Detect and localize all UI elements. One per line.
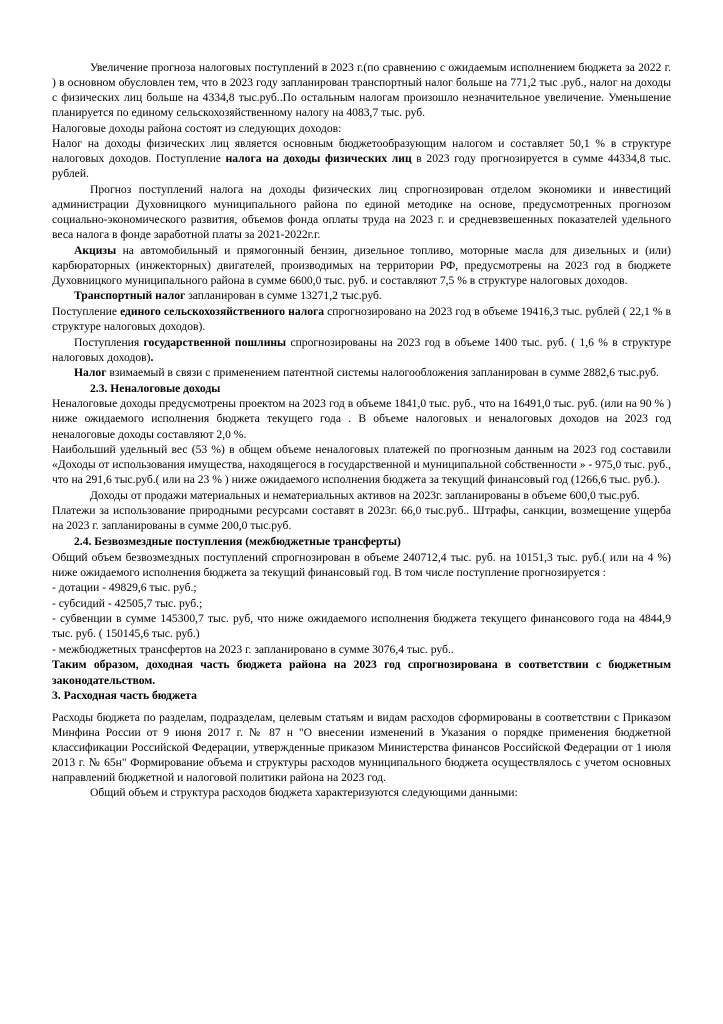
emphasis-text: . <box>150 350 154 364</box>
section-heading <box>52 534 671 549</box>
text-run: Налог на доходы физических лиц является основным бюджетообразующим налогом и составляет 50,1 % в структуре налоговых доходов. Поступление <box>52 137 671 166</box>
section-heading <box>52 688 671 703</box>
body-paragraph <box>52 182 671 242</box>
body-paragraph <box>52 396 671 441</box>
text-run: Налоговые доходы района состоят из следующих доходов: <box>52 121 342 135</box>
text-run: - дотации - 49829,6 тыс. руб.; <box>52 581 197 595</box>
emphasis-text: налога на доходы физических лиц <box>225 152 412 166</box>
text-run: Увеличение прогноза налоговых поступлений в 2023 г.(по сравнению с ожидаемым исполнением бюджета за 2022 г. ) в основном обусловлен тем, что в 2023 году запланирован транспортный налог больше на 771,2 тыс .руб., налог на доходы с физических лиц больше на 4334,8 тыс.руб..По остальным налогам произошло незначительное увеличение. Уменьшение планируется по единому сельскохозяйственному налогу на 4083,7 тыс. руб. <box>52 61 671 120</box>
body-paragraph <box>52 243 671 288</box>
body-paragraph <box>52 785 671 800</box>
text-run: Платежи за использование природными ресурсами составят в 2023г. 66,0 тыс.руб.. Штрафы, санкции, возмещение ущерба на 2023 г. запланированы в сумме 200,0 тыс.руб. <box>52 504 671 533</box>
emphasis-text: Налог <box>74 366 107 380</box>
emphasis-text: государственной пошлины <box>143 335 287 349</box>
section-heading <box>52 381 671 396</box>
body-paragraph <box>52 657 671 687</box>
body-paragraph <box>52 710 671 785</box>
text-run: спрогнозированы на 2023 год в объеме 1400 тыс. руб. ( 1,6 % в структуре налоговых доходов) <box>52 335 671 364</box>
emphasis-text: единого сельскохозяйственного налога <box>120 305 325 318</box>
body-paragraph <box>52 288 671 303</box>
emphasis-text: Транспортный налог <box>74 289 186 303</box>
emphasis-text: 3. Расходная часть бюджета <box>52 689 197 703</box>
body-paragraph <box>52 580 671 595</box>
text-run: Прогноз поступлений налога на доходы физических лиц спрогнозирован отделом экономики и инвестиций администрации Духовницкого муниципального района по единой методике на основе, предусмотренных прогнозом социально-экономического развития, объемов фонда оплаты труда на 2023 г. и средневзвешенных показателей удельного веса налога в фонде заработной платы за 2021-2022г.г. <box>52 183 671 242</box>
text-run: Расходы бюджета по разделам, подразделам, целевым статьям и видам расходов сформированы в соответствии с Приказом Минфина России от 9 июня 2017 г. № 87 н "О внесении изменений в Указания о порядке применения бюджетной классификации Российской Федерации, утвержденные приказом Министерства финансов Российской Федерации от 1 июля 2013 г. № 65н" Формирование объема и структуры расходов муниципального бюджета осуществлялось с учетом основных направлений бюджетной и налоговой политики района на 2023 год. <box>52 710 671 784</box>
body-paragraph <box>52 550 671 580</box>
body-paragraph <box>52 596 671 611</box>
text-run: Общий объем и структура расходов бюджета характеризуются следующими данными: <box>90 786 518 800</box>
body-paragraph <box>52 642 671 657</box>
text-run: - межбюджетных трансфертов на 2023 г. запланировано в сумме 3076,4 тыс. руб.. <box>52 642 454 656</box>
body-paragraph <box>52 304 671 334</box>
body-paragraph <box>52 60 671 120</box>
body-paragraph <box>52 611 671 641</box>
body-paragraph <box>52 121 671 136</box>
body-paragraph <box>52 503 671 533</box>
emphasis-text: Акцизы <box>74 243 117 257</box>
text-run: Поступления <box>74 335 144 349</box>
text-run: Неналоговые доходы предусмотрены проектом на 2023 год в объеме 1841,0 тыс. руб., что на 16491,0 тыс. руб. (или на 90 % ) ниже ожидаемого исполнения бюджета текущего года . В объеме налоговых и неналоговых доходов на 2023 год неналоговые доходы составляют 2,0 %. <box>52 397 671 441</box>
text-run: Поступление <box>52 305 121 318</box>
body-paragraph <box>52 442 671 487</box>
emphasis-text: Таким образом, доходная часть бюджета района на 2023 год спрогнозирована в соответствии с бюджетным законодательством. <box>52 658 671 687</box>
document-body <box>52 60 671 801</box>
body-paragraph <box>52 365 671 380</box>
text-run: спрогнозировано на 2023 год в объеме 19416,3 тыс. рублей ( 22,1 % в структуре налоговых доходов). <box>52 305 672 334</box>
emphasis-text: 2.4. Безвозмездные поступления (межбюджетные трансферты) <box>74 534 401 548</box>
text-run: в 2023 году прогнозируется в сумме 44334,8 тыс. рублей. <box>52 152 671 181</box>
text-run: Общий объем безвозмездных поступлений спрогнозирован в объеме 240712,4 тыс. руб. на 10151,3 тыс. руб.( или на 4 %) ниже ожидаемого исполнения бюджета за текущий финансовый год. В том числе поступление прогнозируется : <box>52 550 671 579</box>
text-run: - субвенции в сумме 145300,7 тыс. руб, что ниже ожидаемого исполнения бюджета текущего финансового года на 4844,9 тыс. руб. ( 150145,6 тыс. руб.) <box>52 612 671 641</box>
text-run: запланирован в сумме 13271,2 тыс.руб. <box>185 289 382 303</box>
text-run: на автомобильный и прямогонный бензин, дизельное топливо, моторные масла для дизельных и (или) карбюраторных (инжекторных) двигателей, производимых на территории РФ, предусмотрены на 2023 год в бюджете Духовницкого муниципального района в сумме 6600,0 тыс. руб. и составляют 7,5 % в структуре налоговых доходов. <box>52 243 671 287</box>
body-paragraph <box>52 335 671 365</box>
body-paragraph <box>52 488 671 503</box>
emphasis-text: 2.3. Неналоговые доходы <box>90 381 221 395</box>
text-run: Доходы от продажи материальных и нематериальных активов на 2023г. запланированы в объеме 600,0 тыс.руб. <box>90 488 640 502</box>
text-run: Наибольший удельный вес (53 %) в общем объеме неналоговых платежей по прогнозным данным на 2023 год составили «Доходы от использования имущества, находящегося в государственной и муниципальной собственности » - 975,0 тыс. руб., что на 291,6 тыс.руб.( или на 23 % ) ниже ожидаемого исполнения бюджета за текущий финансовый год (1266,6 тыс. руб.). <box>52 443 671 487</box>
body-paragraph <box>52 136 671 181</box>
text-run: взимаемый в связи с применением патентной системы налогообложения запланирован в сумме 2882,6 тыс.руб. <box>106 366 659 380</box>
text-run: - субсидий - 42505,7 тыс. руб.; <box>52 596 203 610</box>
